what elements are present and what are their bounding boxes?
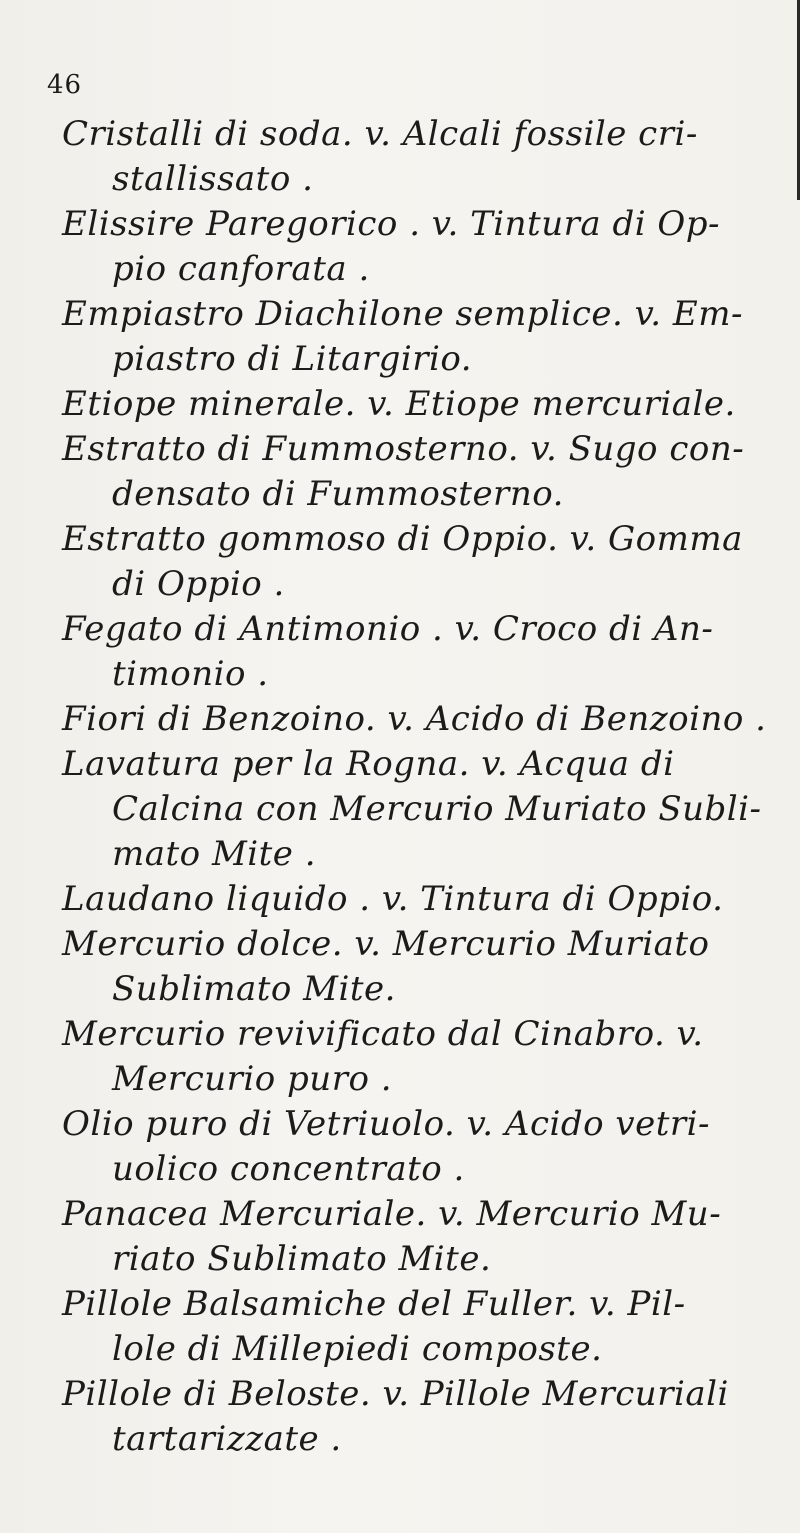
text-line-27: Pillole Balsamiche del Fuller. v. Pil- (62, 1284, 686, 1324)
text-line-19: Mercurio dolce. v. Mercurio Muriato (62, 924, 710, 964)
text-line-13: timonio . (112, 654, 269, 694)
text-line-9: densato di Fummosterno. (112, 474, 564, 514)
text-line-10: Estratto gommoso di Oppio. v. Gomma (62, 519, 743, 559)
text-line-8: Estratto di Fummosterno. v. Sugo con- (62, 429, 745, 469)
text-line-2: stallissato . (112, 159, 314, 199)
text-line-14: Fiori di Benzoino. v. Acido di Benzoino . (62, 699, 767, 739)
text-line-23: Olio puro di Vetriuolo. v. Acido vetri- (62, 1104, 711, 1144)
text-line-4: pio canforata . (112, 249, 370, 289)
text-line-5: Empiastro Diachilone semplice. v. Em- (62, 294, 743, 334)
text-line-20: Sublimato Mite. (112, 969, 396, 1009)
text-line-30: tartarizzate . (112, 1419, 342, 1459)
text-line-26: riato Sublimato Mite. (112, 1239, 492, 1279)
text-line-15: Lavatura per la Rogna. v. Acqua di (62, 744, 675, 784)
text-line-29: Pillole di Beloste. v. Pillole Mercuriali (62, 1374, 729, 1414)
text-line-11: di Oppio . (112, 564, 285, 604)
text-line-12: Fegato di Antimonio . v. Croco di An- (62, 609, 714, 649)
text-line-28: lole di Millepiedi composte. (112, 1329, 603, 1369)
text-line-25: Panacea Mercuriale. v. Mercurio Mu- (62, 1194, 722, 1234)
text-line-22: Mercurio puro . (112, 1059, 393, 1099)
text-line-3: Elissire Paregorico . v. Tintura di Op- (62, 204, 721, 244)
text-line-21: Mercurio revivificato dal Cinabro. v. (62, 1014, 704, 1054)
page-number: 46 (47, 70, 83, 100)
text-line-7: Etiope minerale. v. Etiope mercuriale. (62, 384, 736, 424)
text-line-17: mato Mite . (112, 834, 317, 874)
text-line-16: Calcina con Mercurio Muriato Subli- (112, 789, 762, 829)
text-line-24: uolico concentrato . (112, 1149, 465, 1189)
text-line-6: piastro di Litargirio. (112, 339, 473, 379)
text-line-18: Laudano liquido . v. Tintura di Oppio. (62, 879, 724, 919)
text-line-1: Cristalli di soda. v. Alcali fossile cri- (62, 114, 698, 154)
